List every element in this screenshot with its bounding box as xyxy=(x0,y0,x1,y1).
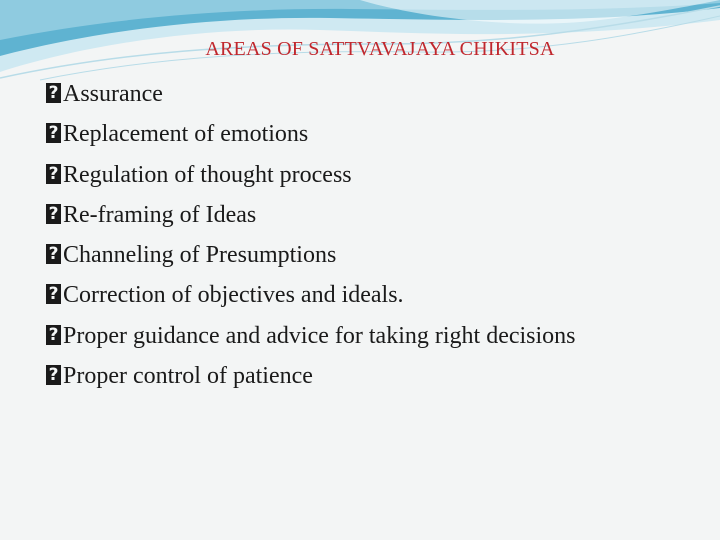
missing-glyph-icon xyxy=(46,244,61,264)
missing-glyph-icon xyxy=(46,284,61,304)
bullet-text: Proper control of patience xyxy=(63,363,313,390)
bullet-text: Replacement of emotions xyxy=(63,121,309,148)
bullet-item xyxy=(46,239,576,279)
bullet-item xyxy=(46,118,576,158)
missing-glyph-icon xyxy=(46,164,61,184)
bullet-item xyxy=(46,279,576,319)
slide-title: AREAS OF SATTVAVAJAYA CHIKITSA xyxy=(205,38,555,60)
missing-glyph-icon xyxy=(46,123,61,143)
bullet-item xyxy=(46,199,576,239)
bullet-item xyxy=(46,320,576,360)
missing-glyph-icon xyxy=(46,325,61,345)
bullet-text: Proper guidance and advice for taking right decisions xyxy=(63,322,576,349)
bullet-text: Channeling of Presumptions xyxy=(63,242,337,269)
bullet-text: Correction of objectives and ideals. xyxy=(63,282,404,309)
missing-glyph-icon xyxy=(46,365,61,385)
bullet-text: Assurance xyxy=(63,81,163,107)
missing-glyph-icon xyxy=(46,204,61,224)
bullet-text: Regulation of thought process xyxy=(63,161,352,188)
bullet-item xyxy=(46,78,576,118)
bullet-list xyxy=(46,78,576,400)
bullet-text: Re-framing of Ideas xyxy=(63,201,257,228)
missing-glyph-icon xyxy=(46,83,61,103)
bullet-item xyxy=(46,360,576,400)
bullet-item xyxy=(46,159,576,199)
